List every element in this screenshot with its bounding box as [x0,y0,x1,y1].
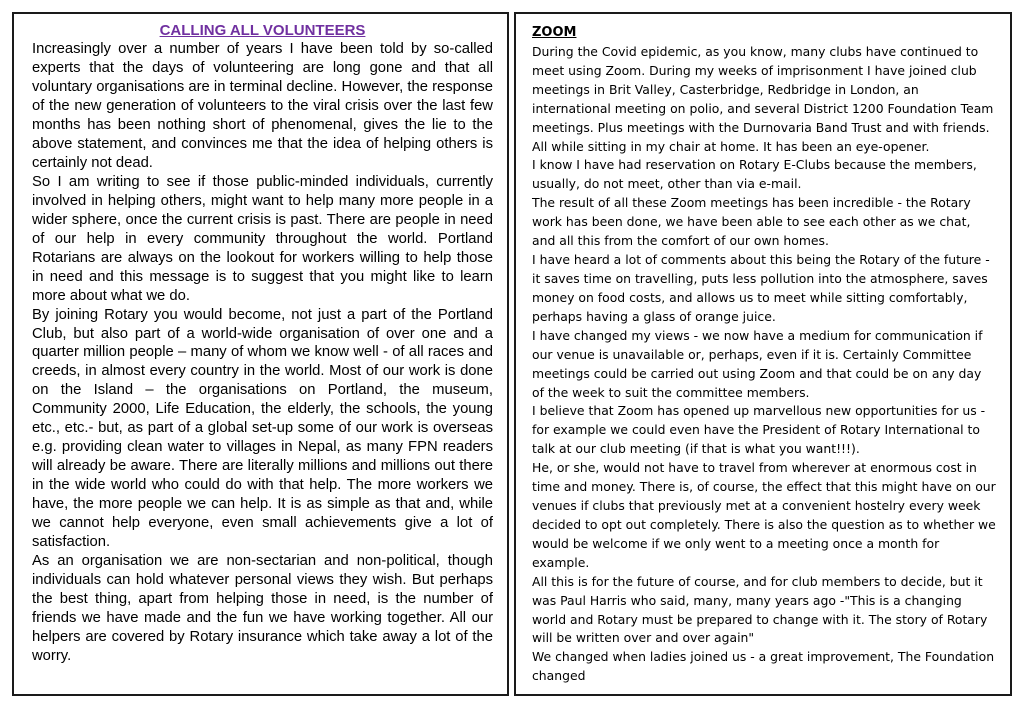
zoom-paragraph: I believe that Zoom has opened up marvellous new opportunities for us - for example we could even have the President of Rotary International to talk at our club meeting (if that is what you want!!!). [532,403,986,457]
zoom-paragraph: He, or she, would not have to travel from wherever at enormous cost in time and money. There is, of course, the effect that this might have on our venues if clubs that previously met at a convenient hostelry every week decided to opt out completely. There is also the question as to whether we would be welcome if we only went to a meeting once a month for example. [532,460,996,570]
volunteers-body [32,40,493,665]
zoom-paragraph: We changed when ladies joined us - a great improvement, The Foundation changed [532,649,995,684]
zoom-paragraph: During the Covid epidemic, as you know, many clubs have continued to meet using Zoom. During my weeks of imprisonment I have joined club meetings in Brit Valley, Casterbridge, Redbridge in London, an international meeting on polio, and several District 1200 Foundation Team meetings. Plus meetings with the Durnovaria Band Trust and with friends. All while sitting in my chair at home. It has been an eye-opener. [532,43,994,154]
volunteers-paragraph: By joining Rotary you would become, not just a part of the Portland Club, but also part of a world-wide organisation of over one and a quarter million people – many of whom we know well - of all races and creeds, in almost every country in the world. Most of our work is done on the Island – the organisations on Portland, the museum, Community 2000, Life Education, the elderly, the schools, the young etc., etc.- but, as part of a global set-up some of our work is overseas e.g. providing clean water to villages in Nepal, as many FPN readers will already be aware. There are literally millions and millions out there in the wide world who could do with that help. The more workers we have, the more people we can help. It is as simple as that and, while we cannot help everyone, even small achievements give a lot of satisfaction. [32,306,493,550]
zoom-paragraph: I have heard a lot of comments about this being the Rotary of the future - it saves time on travelling, puts less pollution into the atmosphere, saves money on food costs, and allows us to meet while sitting comfortably, perhaps having a glass of orange juice. [532,252,990,324]
volunteers-title: CALLING ALL VOLUNTEERS [159,22,366,39]
zoom-paragraph: All this is for the future of course, and for club members to decide, but it was Paul Harris who said, many, many years ago -"This is a changing world and Rotary must be prepared to change with it. The story of Rotary will be written over and over again" [532,573,988,646]
zoom-panel [514,12,1012,696]
zoom-paragraph: I have changed my views - we now have a medium for communication if our venue is unavailable or, perhaps, even if it is. Certainly Committee meetings could be carried out using Zoom and that could be on any day of the week to suit the committee members. [532,327,983,400]
volunteers-paragraph: So I am writing to see if those public-minded individuals, currently involved in helping others, might want to help many more people in a wider sphere, once the current crisis is past. There are people in need of our help in every community throughout the world. Portland Rotarians are always on the lookout for workers willing to help those in need and this message is to suggest that you might like to learn more about what we do. [32,173,493,304]
zoom-paragraph: The result of all these Zoom meetings has been incredible - the Rotary work has been done, we have been able to see each other as we chat, and all this from the comfort of our own homes. [532,195,971,249]
volunteers-paragraph: Increasingly over a number of years I have been told by so-called experts that the days of volunteering are long gone and that all voluntary organisations are in terminal decline. However, the response of the new generation of volunteers to the viral crisis over the last few months has been nothing short of phenomenal, gives the lie to the above statement, and convinces me that the idea of helping others is certainly not dead. [32,41,493,171]
zoom-body [532,43,996,686]
volunteers-paragraph: As an organisation we are non-sectarian and non-political, though individuals can hold whatever personal views they wish. But perhaps the best thing, apart from helping those in need, is the number of friends we have made and the fun we have working together. All our helpers are covered by Rotary insurance which take away a lot of the worry. [32,552,493,664]
zoom-paragraph: I know I have had reservation on Rotary E-Clubs because the members, usually, do not meet, other than via e-mail. [532,157,977,192]
volunteers-panel [12,12,509,696]
zoom-title: ZOOM [532,25,577,40]
